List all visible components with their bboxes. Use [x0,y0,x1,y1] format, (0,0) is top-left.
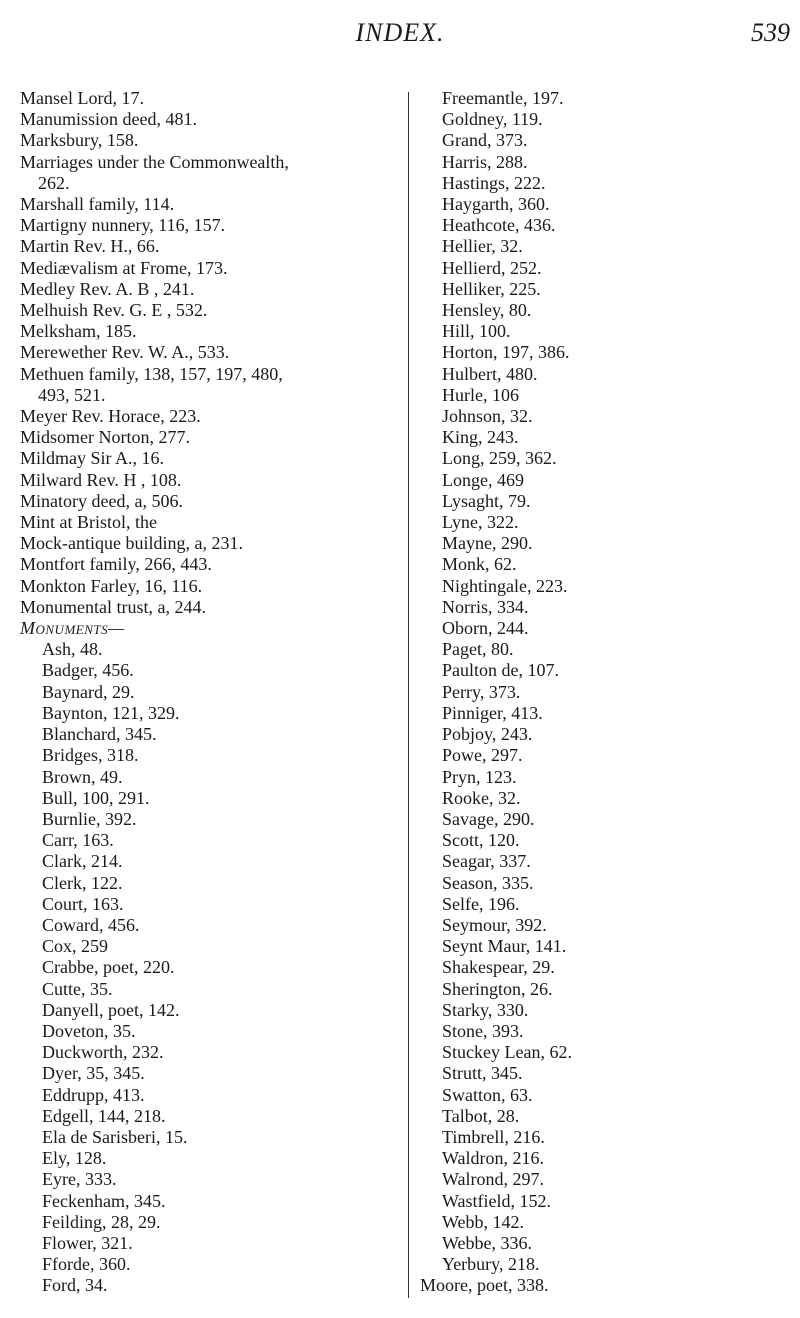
index-entry: Fforde, 360. [42,1254,131,1275]
index-entry: Long, 259, 362. [442,448,557,469]
index-entry: Marshall family, 114. [20,194,175,215]
index-entry: Merewether Rev. W. A., 533. [20,342,230,363]
index-entry: Medley Rev. A. B , 241. [20,278,195,299]
index-entry: Marksbury, 158. [20,130,139,151]
index-entry: Coward, 456. [42,914,140,935]
index-entry: Minatory deed, a, 506. [20,490,183,511]
index-entry: Hellier, 32. [442,236,523,257]
index-entry: Edgell, 144, 218. [42,1105,166,1126]
index-entry: Flower, 321. [42,1232,133,1253]
index-entry: Melhuish Rev. G. E , 532. [20,300,208,321]
index-entry: Hurle, 106 [442,384,519,405]
index-entry: Bridges, 318. [42,745,139,766]
index-entry: Blanchard, 345. [42,724,157,745]
index-entry: Meyer Rev. Horace, 223. [20,406,201,427]
index-entry: Oborn, 244. [442,618,529,639]
index-entry: Martigny nunnery, 116, 157. [20,215,226,236]
index-entry: Feckenham, 345. [42,1190,166,1211]
index-entry: Milward Rev. H , 108. [20,469,182,490]
page-number: 539 [751,18,790,47]
index-entry: King, 243. [442,427,519,448]
index-entry: Carr, 163. [42,830,114,851]
index-entry: Hulbert, 480. [442,363,538,384]
index-entry: Freemantle, 197. [442,88,564,108]
index-entry: Marriages under the Commonwealth, [20,151,289,172]
index-entry: Moore, poet, 338. [420,1275,549,1296]
index-entry: Baynard, 29. [42,681,135,702]
index-entry: Perry, 373. [442,681,521,702]
index-entry: Helliker, 225. [442,278,541,299]
index-entry: Manumission deed, 481. [20,109,197,130]
index-entry: Mansel Lord, 17. [20,88,144,108]
index-column-right [420,88,790,1297]
index-entry: Cutte, 35. [42,978,113,999]
index-entry: Eddrupp, 413. [42,1084,145,1105]
index-entry: Duckworth, 232. [42,1042,164,1063]
index-entry: Hellierd, 252. [442,257,542,278]
index-entry: Mildmay Sir A., 16. [20,448,165,469]
index-entry: Court, 163. [42,893,124,914]
index-entry: 262. [38,172,70,193]
index-entry: Scott, 120. [442,830,520,851]
index-column-left [20,88,398,1297]
index-entry: Grand, 373. [442,130,528,151]
index-entry: Crabbe, poet, 220. [42,957,175,978]
index-entry: Clark, 214. [42,851,123,872]
index-heading: Monuments— [20,618,125,639]
index-entry: Timbrell, 216. [442,1126,545,1147]
index-entry: Stone, 393. [442,1020,524,1041]
index-entry: Martin Rev. H., 66. [20,236,160,257]
index-entry: Pryn, 123. [442,766,517,787]
index-entry: Harris, 288. [442,151,528,172]
index-entry: Eyre, 333. [42,1169,117,1190]
index-entry: Webbe, 336. [442,1232,533,1253]
index-entry: Swatton, 63. [442,1084,533,1105]
index-entry: Stuckey Lean, 62. [442,1042,572,1063]
index-entry: Ash, 48. [42,639,103,660]
index-entry: Paulton de, 107. [442,660,559,681]
index-entry: Danyell, poet, 142. [42,999,180,1020]
index-entry: Ela de Sarisberi, 15. [42,1126,188,1147]
index-entry: Badger, 456. [42,660,134,681]
index-entry: Savage, 290. [442,808,535,829]
column-divider [408,92,409,1298]
index-entry: Doveton, 35. [42,1020,136,1041]
index-entry: Walrond, 297. [442,1169,545,1190]
index-entry: Powe, 297. [442,745,523,766]
index-entry: Dyer, 35, 345. [42,1063,145,1084]
index-entry: Mint at Bristol, the [20,512,157,533]
index-entry: Hastings, 222. [442,172,546,193]
index-entry: Monkton Farley, 16, 116. [20,575,203,596]
index-entry: Waldron, 216. [442,1148,545,1169]
index-entry: Ford, 34. [42,1275,108,1296]
index-entry: Nightingale, 223. [442,575,568,596]
index-entry: Yerbury, 218. [442,1254,540,1275]
index-entry: Heathcote, 436. [442,215,556,236]
index-entry: Methuen family, 138, 157, 197, 480, [20,363,283,384]
index-entry: Montfort family, 266, 443. [20,554,212,575]
index-entry: Ely, 128. [42,1148,107,1169]
index-entry: Monumental trust, a, 244. [20,596,206,617]
index-entry: Mediævalism at Frome, 173. [20,257,228,278]
index-entry: Burnlie, 392. [42,808,137,829]
index-entry: Bull, 100, 291. [42,787,150,808]
page-title: INDEX. [355,18,445,47]
index-entry: Hensley, 80. [442,300,532,321]
index-entry: Seagar, 337. [442,851,531,872]
index-entry: Feilding, 28, 29. [42,1211,161,1232]
index-entry: Haygarth, 360. [442,194,550,215]
index-entry: 493, 521. [38,384,106,405]
index-entry: Seynt Maur, 141. [442,936,567,957]
index-entry: Hill, 100. [442,321,511,342]
index-entry: Cox, 259 [42,936,109,957]
index-entry: Goldney, 119. [442,109,543,130]
index-entry: Lyne, 322. [442,512,519,533]
index-entry: Wastfield, 152. [442,1190,552,1211]
index-entry: Johnson, 32. [442,406,533,427]
index-entry: Mock-antique building, a, 231. [20,533,243,554]
index-entry: Talbot, 28. [442,1105,520,1126]
index-entry: Clerk, 122. [42,872,123,893]
index-entry: Pobjoy, 243. [442,724,533,745]
index-entry: Monk, 62. [442,554,517,575]
index-entry: Paget, 80. [442,639,514,660]
index-entry: Longe, 469 [442,469,524,490]
index-entry: Strutt, 345. [442,1063,523,1084]
index-entry: Sherington, 26. [442,978,553,999]
index-entry: Midsomer Norton, 277. [20,427,190,448]
index-entry: Brown, 49. [42,766,123,787]
index-entry: Baynton, 121, 329. [42,702,180,723]
index-entry: Mayne, 290. [442,533,533,554]
index-entry: Horton, 197, 386. [442,342,570,363]
index-entry: Pinniger, 413. [442,702,543,723]
index-entry: Selfe, 196. [442,893,520,914]
index-entry: Seymour, 392. [442,914,547,935]
index-entry: Shakespear, 29. [442,957,555,978]
index-entry: Norris, 334. [442,596,529,617]
index-entry: Rooke, 32. [442,787,521,808]
index-entry: Melksham, 185. [20,321,137,342]
index-entry: Lysaght, 79. [442,490,531,511]
index-entry: Season, 335. [442,872,534,893]
index-entry: Starky, 330. [442,999,529,1020]
index-entry: Webb, 142. [442,1211,525,1232]
